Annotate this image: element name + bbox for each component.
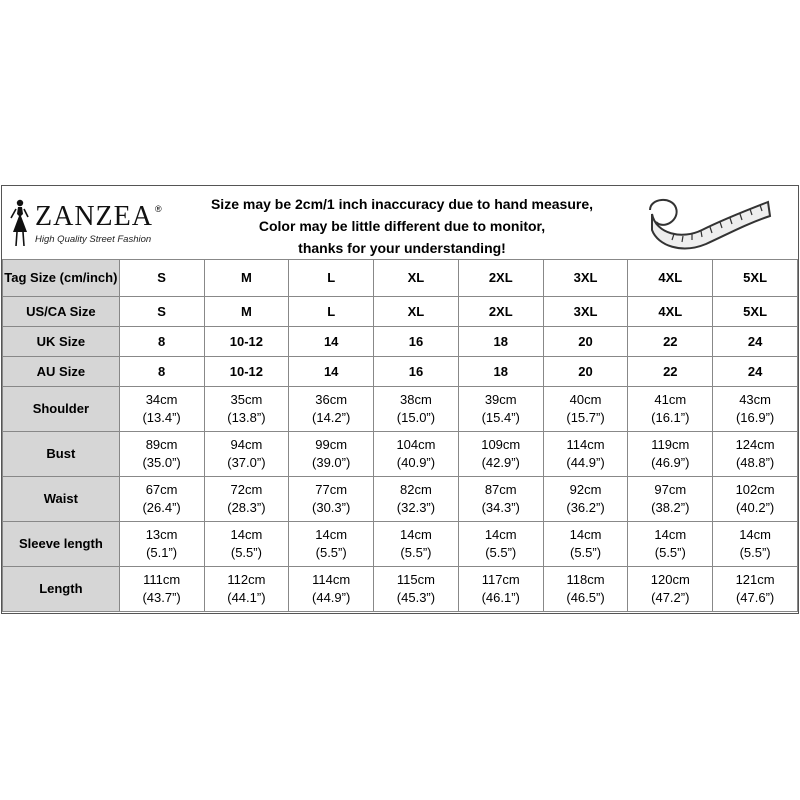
measurement-cell: [543, 387, 628, 432]
inch-value: (47.6”): [735, 590, 775, 605]
measurement-cell: [713, 432, 798, 477]
row-label: Sleeve length: [3, 522, 120, 567]
inch-value: (5.5”): [654, 545, 686, 560]
cm-value: 82cm: [400, 482, 432, 497]
size-cell: 2XL: [458, 260, 543, 297]
size-cell: 24: [713, 327, 798, 357]
row-label: Length: [3, 567, 120, 612]
cm-value: 14cm: [230, 527, 263, 542]
measurement-cell: [289, 567, 374, 612]
size-cell: L: [289, 260, 374, 297]
inch-value: (16.9”): [735, 410, 775, 425]
row-label: US/CA Size: [3, 297, 120, 327]
inch-value: (46.9”): [651, 455, 690, 470]
cm-value: 118cm: [566, 572, 605, 587]
cm-value: 117cm: [481, 572, 520, 587]
measurement-row: [3, 432, 798, 477]
cm-value: 72cm: [230, 482, 263, 497]
measurement-cell: [119, 567, 204, 612]
measurement-row: [3, 387, 798, 432]
size-cell: 10-12: [204, 327, 289, 357]
inch-value: (43.7”): [142, 590, 181, 605]
cm-value: 41cm: [654, 392, 687, 407]
measurement-cell: [374, 522, 459, 567]
cm-value: 87cm: [484, 482, 517, 497]
cm-value: 121cm: [735, 572, 775, 587]
cm-value: 97cm: [654, 482, 687, 497]
measurement-cell: [119, 387, 204, 432]
notice-line: thanks for your understanding!: [298, 240, 506, 256]
measurement-cell: [374, 432, 459, 477]
size-cell: 16: [374, 357, 459, 387]
measurement-cell: [458, 522, 543, 567]
cm-value: 14cm: [739, 527, 771, 542]
cm-value: 89cm: [145, 437, 178, 452]
brand-name: ZANZEA: [35, 201, 153, 232]
inch-value: (38.2”): [651, 500, 690, 515]
size-table: [2, 259, 798, 612]
dress-silhouette-icon: [7, 198, 33, 250]
cm-value: 43cm: [739, 392, 771, 407]
size-cell: 22: [628, 327, 713, 357]
inch-value: (5.5”): [400, 545, 432, 560]
measurement-cell: [543, 567, 628, 612]
size-cell: S: [119, 297, 204, 327]
size-row: [3, 260, 798, 297]
size-cell: M: [204, 260, 289, 297]
measurement-cell: [628, 387, 713, 432]
cm-value: 14cm: [315, 527, 348, 542]
measurement-cell: [204, 567, 289, 612]
row-label: UK Size: [3, 327, 120, 357]
measurement-cell: [628, 477, 713, 522]
measurement-cell: [119, 522, 204, 567]
measurement-cell: [458, 567, 543, 612]
cm-value: 109cm: [481, 437, 521, 452]
cm-value: 114cm: [566, 437, 605, 452]
size-cell: 18: [458, 357, 543, 387]
inch-value: (46.1”): [481, 590, 520, 605]
measurement-cell: [289, 387, 374, 432]
cm-value: 39cm: [484, 392, 517, 407]
inch-value: (13.4”): [142, 410, 181, 425]
measurement-cell: [119, 432, 204, 477]
size-cell: XL: [374, 260, 459, 297]
brand-tagline: High Quality Street Fashion: [35, 234, 152, 245]
size-cell: L: [289, 297, 374, 327]
inch-value: (15.0”): [396, 410, 436, 425]
measurement-cell: [289, 522, 374, 567]
measurement-cell: [713, 522, 798, 567]
inch-value: (32.3”): [396, 500, 436, 515]
inch-value: (35.0”): [142, 455, 181, 470]
cm-value: 14cm: [569, 527, 602, 542]
cm-value: 120cm: [650, 572, 690, 587]
size-row: [3, 327, 798, 357]
row-label: Tag Size (cm/inch): [3, 260, 120, 297]
measurement-row: [3, 567, 798, 612]
measurement-cell: [628, 522, 713, 567]
measurement-cell: [713, 387, 798, 432]
measurement-cell: [204, 432, 289, 477]
measurement-cell: [713, 477, 798, 522]
measurement-row: [3, 522, 798, 567]
cm-value: 99cm: [315, 437, 348, 452]
inch-value: (5.5”): [315, 545, 347, 560]
cm-value: 114cm: [312, 572, 351, 587]
cm-value: 14cm: [400, 527, 432, 542]
inch-value: (36.2”): [566, 500, 605, 515]
measurement-cell: [458, 387, 543, 432]
inch-value: (26.4”): [142, 500, 181, 515]
inch-value: (44.9”): [312, 590, 351, 605]
cm-value: 14cm: [654, 527, 687, 542]
cm-value: 36cm: [315, 392, 348, 407]
size-cell: 8: [119, 327, 204, 357]
inch-value: (42.9”): [481, 455, 520, 470]
size-cell: 16: [374, 327, 459, 357]
row-label: AU Size: [3, 357, 120, 387]
inch-value: (47.2”): [651, 590, 690, 605]
size-cell: 18: [458, 327, 543, 357]
inch-value: (15.4”): [481, 410, 520, 425]
size-cell: 14: [289, 327, 374, 357]
size-cell: 24: [713, 357, 798, 387]
size-cell: 3XL: [543, 260, 628, 297]
size-cell: 8: [119, 357, 204, 387]
inch-value: (44.9”): [566, 455, 605, 470]
inch-value: (15.7”): [566, 410, 605, 425]
inch-value: (44.1”): [227, 590, 266, 605]
measurement-cell: [713, 567, 798, 612]
cm-value: 119cm: [651, 437, 690, 452]
registered-mark: ®: [155, 204, 162, 214]
brand-logo: [7, 196, 177, 251]
measuring-tape-icon: [642, 190, 772, 254]
measurement-cell: [628, 432, 713, 477]
measurement-cell: [204, 477, 289, 522]
measurement-cell: [543, 477, 628, 522]
size-cell: 4XL: [628, 260, 713, 297]
size-cell: 14: [289, 357, 374, 387]
cm-value: 35cm: [230, 392, 263, 407]
row-label: Waist: [3, 477, 120, 522]
measurement-cell: [458, 477, 543, 522]
inch-value: (5.1”): [146, 545, 178, 560]
measurement-cell: [204, 522, 289, 567]
measurement-cell: [119, 477, 204, 522]
cm-value: 115cm: [396, 572, 435, 587]
inch-value: (48.8”): [735, 455, 775, 470]
size-cell: 5XL: [713, 297, 798, 327]
cm-value: 92cm: [569, 482, 602, 497]
cm-value: 112cm: [227, 572, 266, 587]
size-cell: 20: [543, 357, 628, 387]
cm-value: 67cm: [145, 482, 178, 497]
inch-value: (5.5”): [230, 545, 262, 560]
measurement-cell: [289, 477, 374, 522]
measurement-cell: [289, 432, 374, 477]
chart-header: [2, 186, 798, 260]
inch-value: (39.0”): [312, 455, 351, 470]
cm-value: 13cm: [145, 527, 178, 542]
measurement-cell: [543, 432, 628, 477]
row-label: Shoulder: [3, 387, 120, 432]
inch-value: (45.3”): [396, 590, 436, 605]
inch-value: (40.2”): [735, 500, 775, 515]
cm-value: 77cm: [315, 482, 348, 497]
cm-value: 34cm: [145, 392, 178, 407]
cm-value: 40cm: [569, 392, 602, 407]
cm-value: 14cm: [484, 527, 517, 542]
size-cell: 2XL: [458, 297, 543, 327]
measurement-cell: [628, 567, 713, 612]
inch-value: (5.5”): [485, 545, 517, 560]
inch-value: (46.5”): [566, 590, 605, 605]
inch-value: (40.9”): [396, 455, 436, 470]
notice-line: Size may be 2cm/1 inch inaccuracy due to hand measure,: [210, 196, 594, 212]
measurement-notice: [192, 193, 612, 259]
measurement-cell: [374, 387, 459, 432]
cm-value: 104cm: [396, 437, 436, 452]
size-cell: 22: [628, 357, 713, 387]
size-row: [3, 297, 798, 327]
inch-value: (16.1”): [651, 410, 690, 425]
size-cell: XL: [374, 297, 459, 327]
size-cell: 10-12: [204, 357, 289, 387]
cm-value: 124cm: [735, 437, 775, 452]
size-cell: S: [119, 260, 204, 297]
size-cell: 5XL: [713, 260, 798, 297]
measurement-cell: [374, 477, 459, 522]
inch-value: (37.0”): [227, 455, 266, 470]
size-cell: M: [204, 297, 289, 327]
notice-line: Color may be little different due to monitor,: [258, 218, 546, 234]
inch-value: (5.5”): [569, 545, 602, 560]
size-cell: 3XL: [543, 297, 628, 327]
size-row: [3, 357, 798, 387]
measurement-cell: [204, 387, 289, 432]
inch-value: (28.3”): [227, 500, 266, 515]
cm-value: 94cm: [230, 437, 263, 452]
measurement-cell: [543, 522, 628, 567]
size-cell: 4XL: [628, 297, 713, 327]
inch-value: (13.8”): [227, 410, 266, 425]
inch-value: (30.3”): [312, 500, 351, 515]
size-cell: 20: [543, 327, 628, 357]
cm-value: 102cm: [735, 482, 775, 497]
size-chart: [1, 185, 799, 614]
row-label: Bust: [3, 432, 120, 477]
measurement-cell: [458, 432, 543, 477]
cm-value: 111cm: [143, 572, 181, 587]
measurement-row: [3, 477, 798, 522]
measurement-cell: [374, 567, 459, 612]
inch-value: (5.5”): [739, 545, 771, 560]
inch-value: (34.3”): [481, 500, 520, 515]
cm-value: 38cm: [400, 392, 432, 407]
inch-value: (14.2”): [312, 410, 351, 425]
